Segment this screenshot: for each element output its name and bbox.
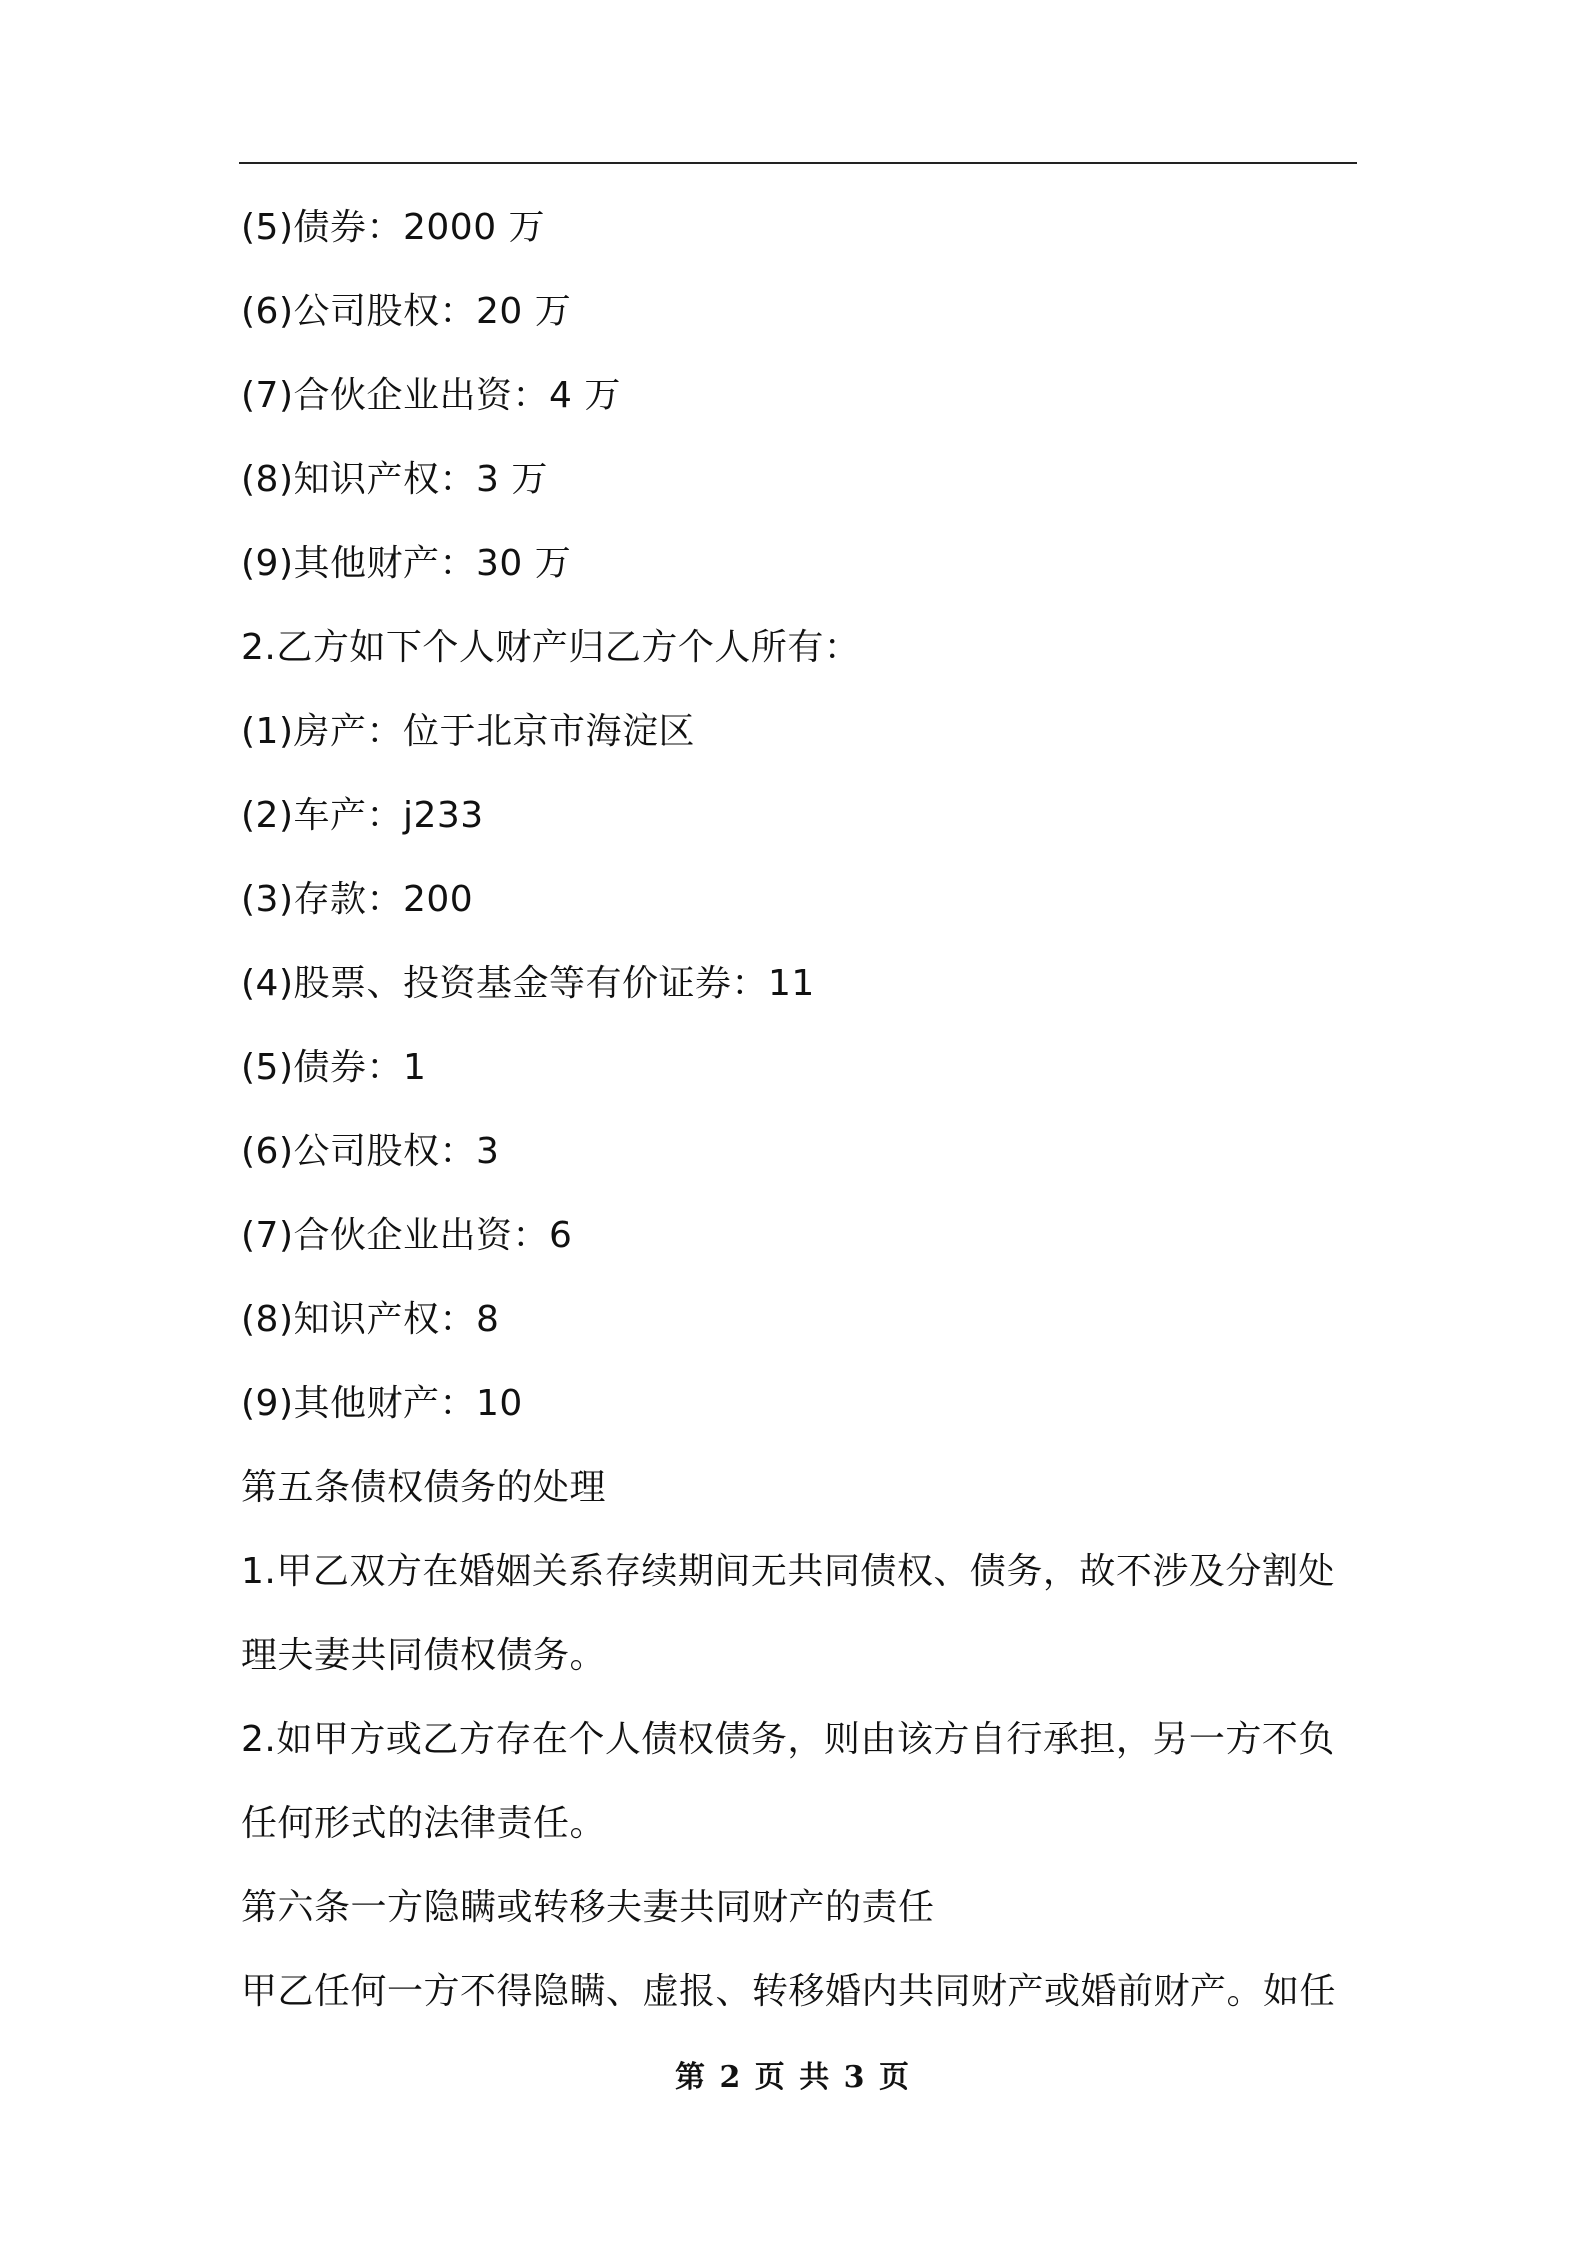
- paragraph-line: 2.如甲方或乙方存在个人债权债务，则由该方自行承担，另一方不负: [241, 1719, 1335, 1760]
- text-line: (5)债券：2000 万: [241, 207, 546, 248]
- text-line: (1)房产：位于北京市海淀区: [241, 711, 695, 752]
- page-number-footer: 第 2 页 共 3 页: [675, 2060, 911, 2095]
- text-line: (8)知识产权：8: [241, 1299, 500, 1340]
- article-heading: 第六条一方隐瞒或转移夫妻共同财产的责任: [241, 1887, 935, 1928]
- text-line: (8)知识产权：3 万: [241, 459, 548, 500]
- text-line: (7)合伙企业出资：4 万: [241, 375, 621, 416]
- document-body: [241, 186, 1359, 2034]
- text-line: (4)股票、投资基金等有价证券：11: [241, 963, 815, 1004]
- text-line: (3)存款：200: [241, 879, 474, 920]
- text-line: (2)车产：j233: [241, 795, 484, 836]
- paragraph-line: 理夫妻共同债权债务。: [241, 1635, 607, 1676]
- text-line: (9)其他财产：30 万: [241, 543, 572, 584]
- paragraph-line: 任何形式的法律责任。: [241, 1803, 607, 1844]
- article-heading: 第五条债权债务的处理: [241, 1467, 607, 1508]
- paragraph-line: 1.甲乙双方在婚姻关系存续期间无共同债权、债务，故不涉及分割处: [241, 1551, 1335, 1592]
- text-line: (6)公司股权：3: [241, 1131, 500, 1172]
- section-heading: 2.乙方如下个人财产归乙方个人所有：: [241, 627, 861, 668]
- text-line: (6)公司股权：20 万: [241, 291, 572, 332]
- header-rule: [239, 162, 1357, 164]
- text-line: (9)其他财产：10: [241, 1383, 523, 1424]
- paragraph-line: 甲乙任何一方不得隐瞒、虚报、转移婚内共同财产或婚前财产。如任: [241, 1971, 1337, 2012]
- text-line: (7)合伙企业出资：6: [241, 1215, 573, 1256]
- text-line: (5)债券：1: [241, 1047, 427, 1088]
